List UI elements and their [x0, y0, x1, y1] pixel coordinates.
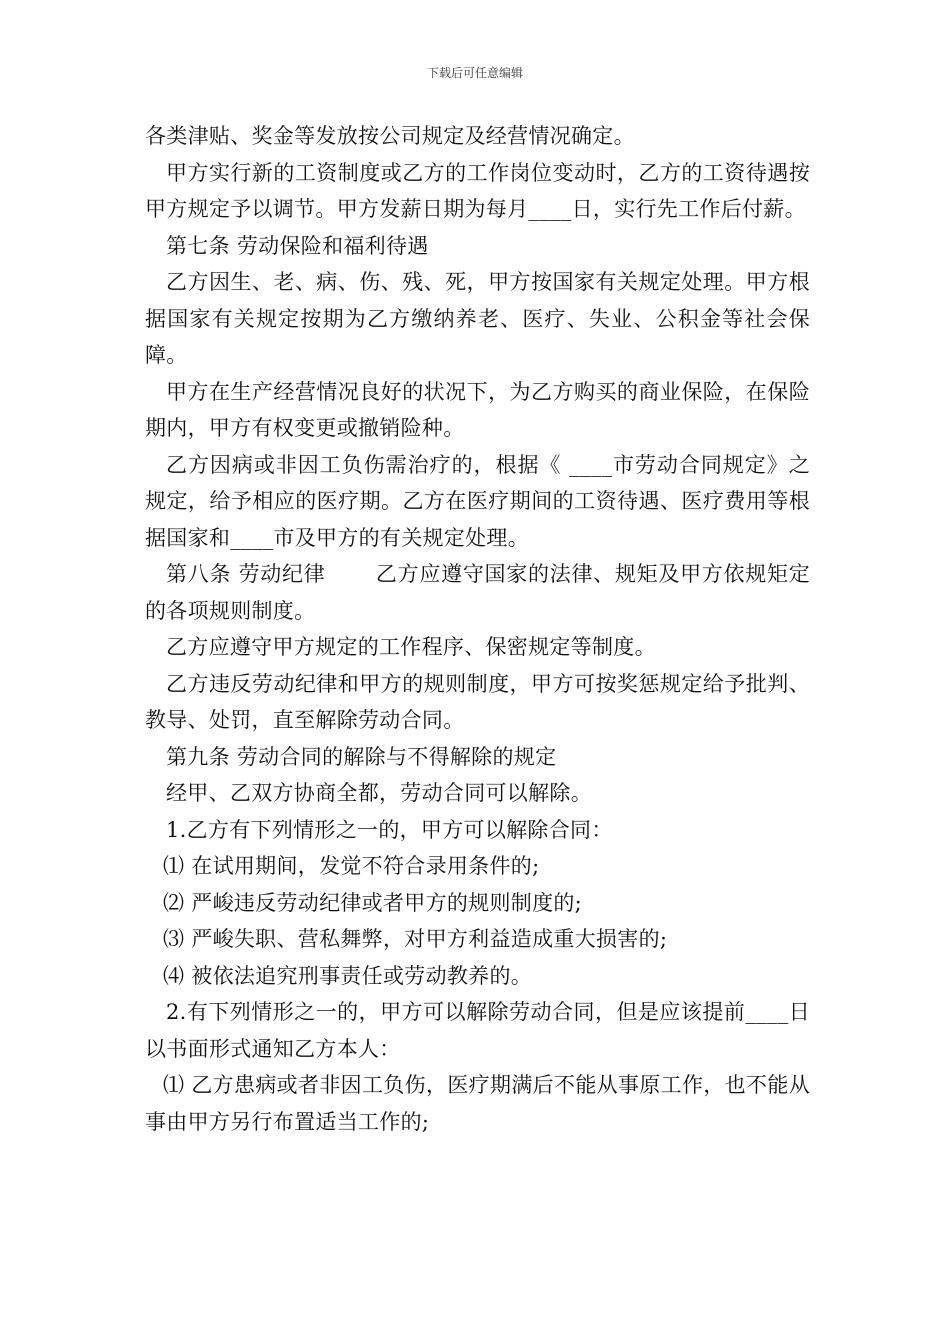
paragraph-social-insurance: 乙方因生、老、病、伤、残、死，甲方按国家有关规定处理。甲方根据国家有关规定按期为乙方缴纳养老、医疗、失业、公积金等社会保障。 [145, 270, 810, 367]
document-body [145, 118, 810, 1140]
article-8-heading: 第八条 劳动纪律 [166, 562, 326, 586]
clause-1-item-3: ⑶ 严峻失职、营私舞弊，对甲方利益造成重大损害的; [163, 927, 668, 951]
clause-1-item-2: ⑵ 严峻违反劳动纪律或者甲方的规则制度的; [163, 890, 583, 915]
page-header: 下载后可任意编辑 [426, 66, 523, 80]
paragraph-medical-period: 乙方因病或非因工负伤需治疗的，根据《 ____市劳动合同规定》之规定，给予相应的医疗期。乙方在医疗期间的工资待遇、医疗费用等根据国家和____市及甲方的有关规定处理。 [145, 452, 810, 550]
paragraph-allowances: 各类津贴、奖金等发放按公司规定及经营情况确定。 [145, 124, 635, 148]
paragraph-commercial-insurance: 甲方在生产经营情况良好的状况下，为乙方购买的商业保险，在保险期内，甲方有权变更或撤销险种。 [145, 379, 810, 440]
paragraph-discipline-violation: 乙方违反劳动纪律和甲方的规则制度，甲方可按奖惩规定给予批判、教导、处罚，直至解除劳动合同。 [145, 671, 810, 732]
clause-1-item-1: ⑴ 在试用期间，发觉不符合录用条件的; [163, 854, 540, 878]
paragraph-law-compliance: 乙方应遵守国家的法律、规矩及甲方依规矩定的各项规则制度。 [145, 562, 810, 623]
clause-2-item-1: ⑴ 乙方患病或者非因工负伤，医疗期满后不能从事原工作，也不能从事由甲方另行布置适当工作的; [145, 1073, 810, 1134]
paragraph-work-procedures: 乙方应遵守甲方规定的工作程序、保密规定等制度。 [166, 635, 656, 659]
paragraph-salary-adjustment: 甲方实行新的工资制度或乙方的工作岗位变动时，乙方的工资待遇按甲方规定予以调节。甲方发薪日期为每月____日，实行先工作后付薪。 [145, 160, 810, 221]
article-7-heading: 第七条 劳动保险和福利待遇 [166, 233, 429, 258]
paragraph-mutual-termination: 经甲、乙双方协商全都，劳动合同可以解除。 [166, 781, 592, 805]
article-9-heading: 第九条 劳动合同的解除与不得解除的规定 [166, 744, 557, 769]
clause-1-heading: 1.乙方有下列情形之一的，甲方可以解除合同： [166, 817, 613, 842]
clause-2-heading: 2.有下列情形之一的，甲方可以解除劳动合同，但是应该提前____日以书面形式通知乙方本人： [145, 1000, 810, 1061]
paragraph-article-8 [145, 556, 810, 629]
clause-1-item-4: ⑷ 被依法追究刑事责任或劳动教养的。 [163, 963, 533, 988]
